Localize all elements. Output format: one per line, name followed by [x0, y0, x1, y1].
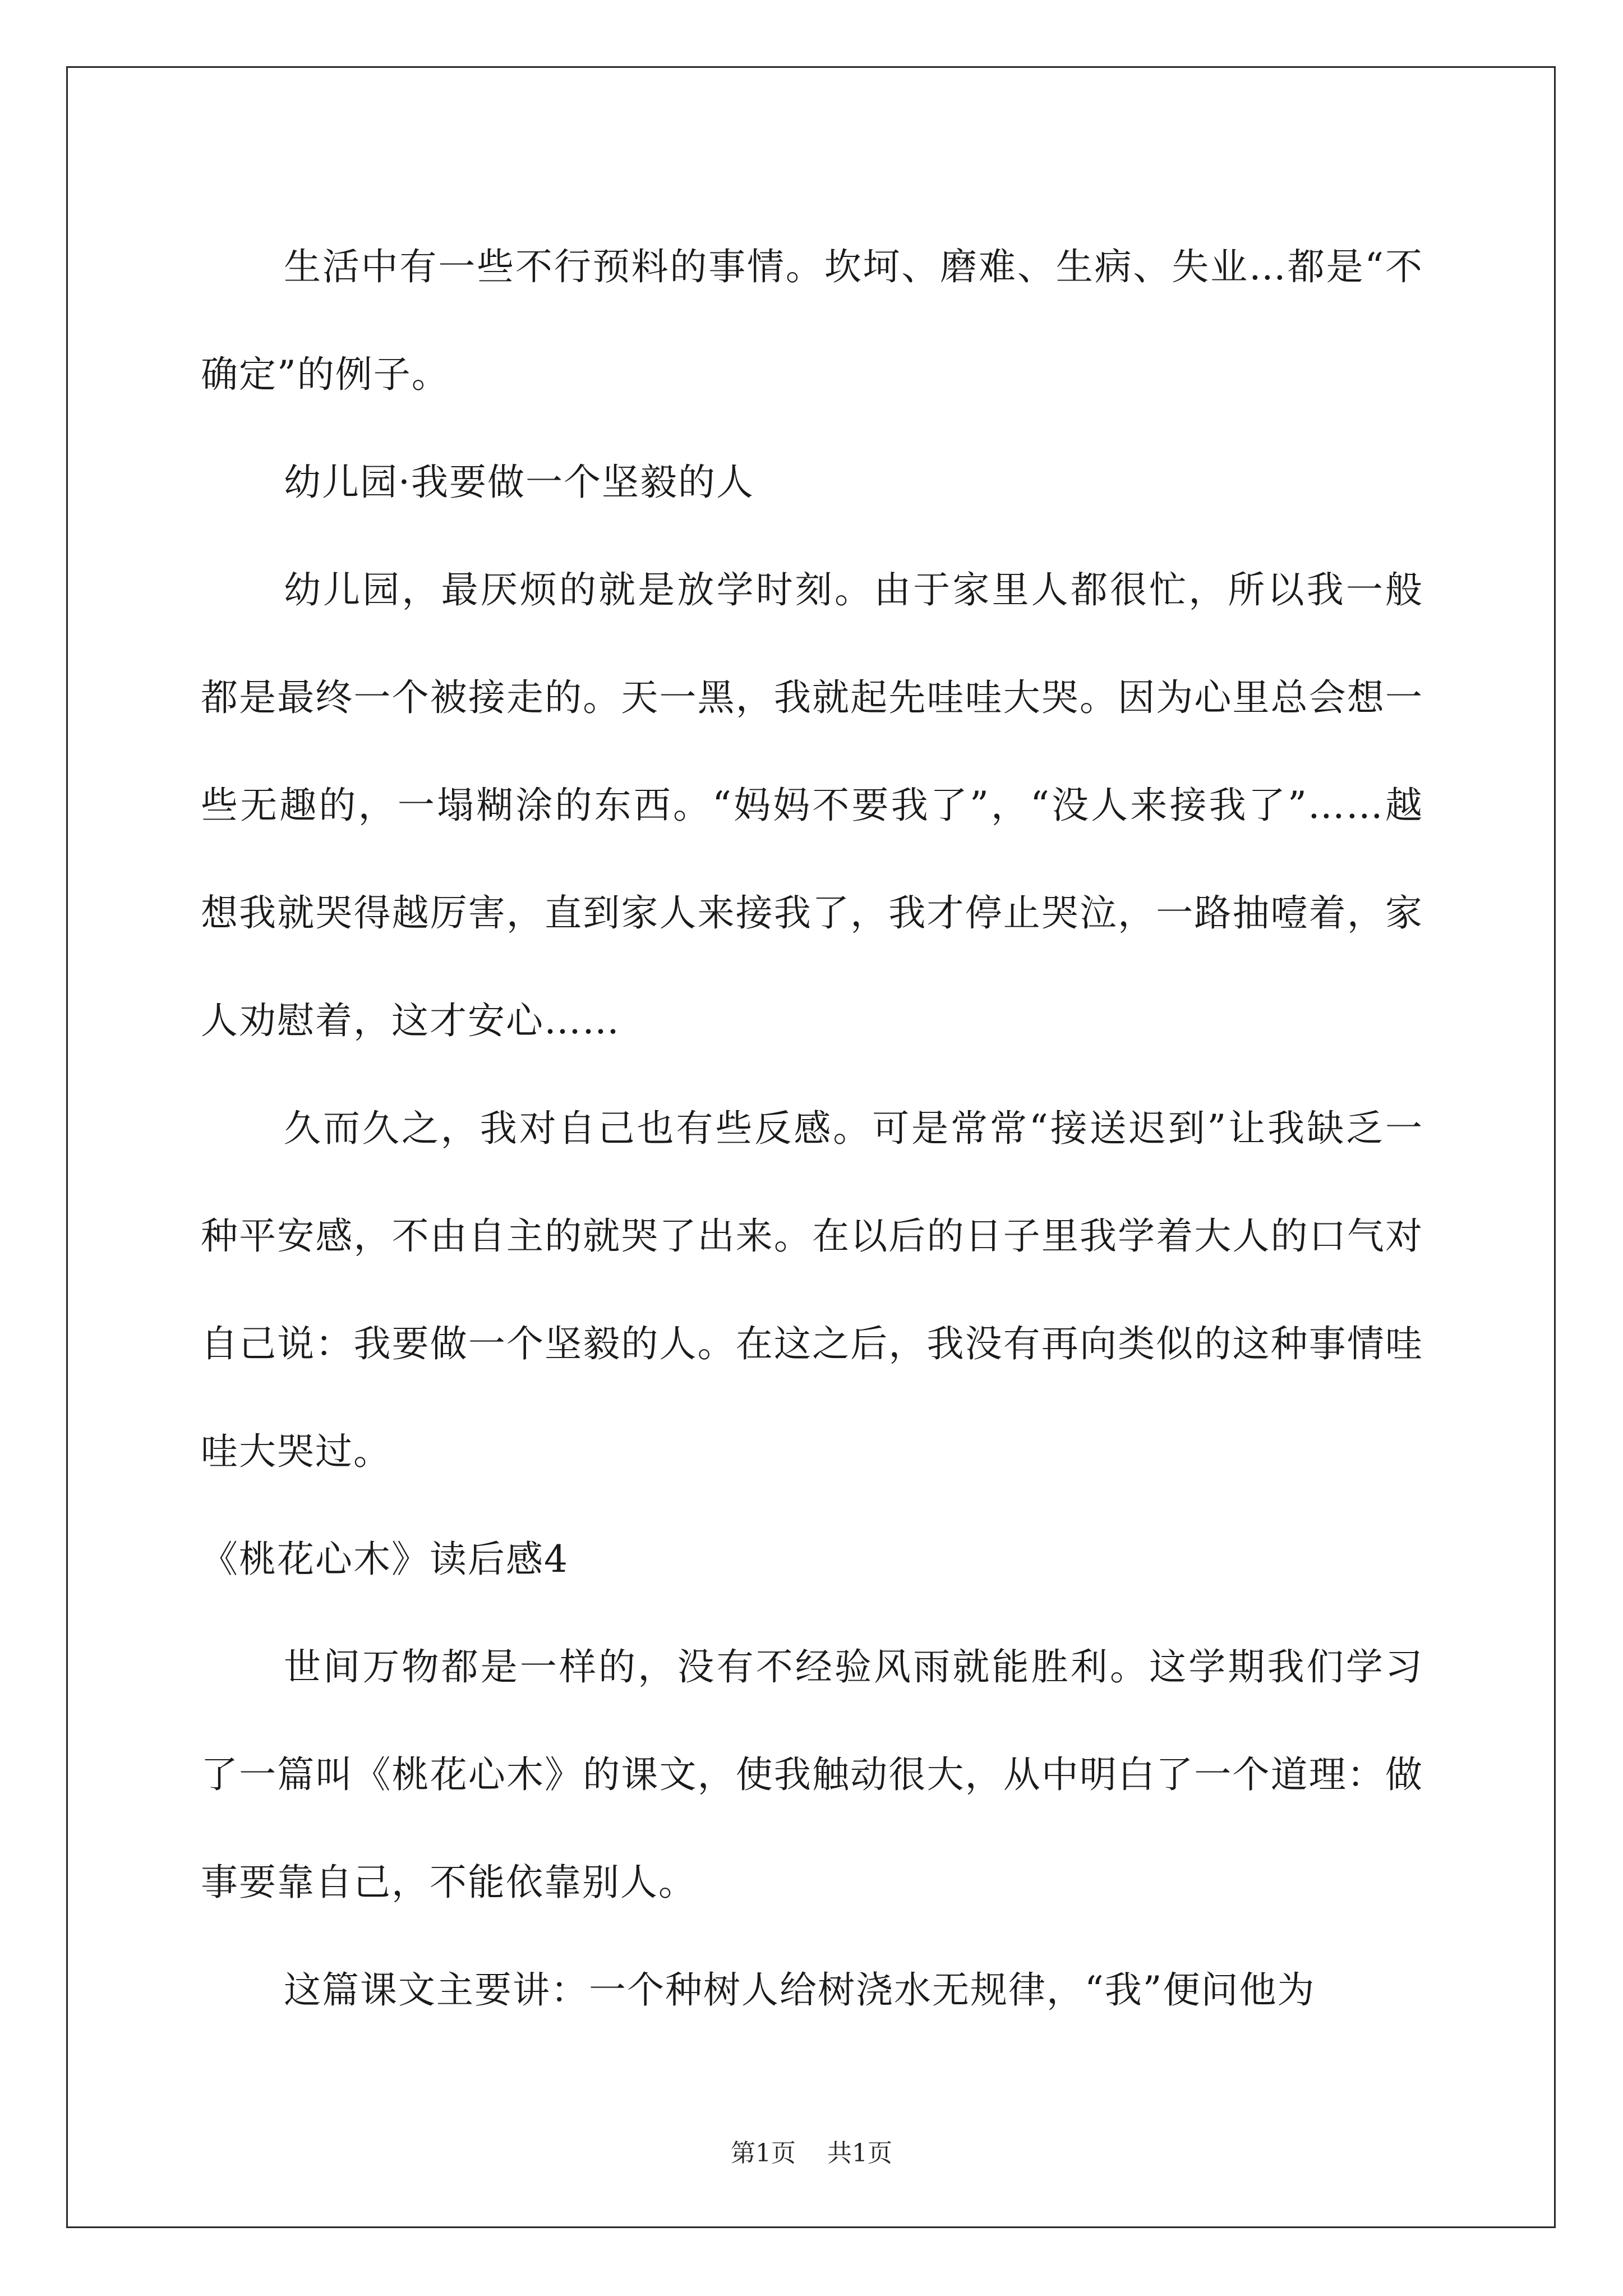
subheading: 幼儿园·我要做一个坚毅的人 — [284, 461, 754, 504]
paragraph-2: 幼儿园，最厌烦的就是放学时刻。由于家里人都很忙，所以我一般都是最终一个被接走的。天一黑，我就起先哇哇大哭。因为心里总会想一些无趣的，一塌糊涂的东西。“妈妈不要我了”，“没人来接我了”……越想我就哭得越厉害，直到家人来接我了，我才停止哭泣，一路抽噎着，家人劝慰着，这才安心…… — [201, 568, 1423, 1042]
paragraph-4: 世间万物都是一样的，没有不经验风雨就能胜利。这学期我们学习了一篇叫《桃花心木》的课文，使我触动很大，从中明白了一个道理：做事要靠自己，不能依靠别人。 — [201, 1645, 1423, 1904]
page-footer — [0, 2133, 1623, 2169]
paragraph-5: 这篇课文主要讲：一个种树人给树浇水无规律，“我”便问他为 — [284, 1968, 1316, 2012]
page-total: 共1页 — [827, 2139, 892, 2168]
section-title: 《桃花心木》读后感4 — [201, 1538, 569, 1581]
paragraph-1: 生活中有一些不行预料的事情。坎坷、磨难、生病、失业…都是“不确定”的例子。 — [201, 245, 1423, 396]
page-number: 第1页 — [731, 2139, 796, 2168]
paragraph-3: 久而久之，我对自己也有些反感。可是常常“接送迟到”让我缺乏一种平安感，不由自主的就哭了出来。在以后的日子里我学着大人的口气对自己说：我要做一个坚毅的人。在这之后，我没有再向类似的这种事情哇哇大哭过。 — [201, 1107, 1423, 1473]
document-body — [201, 213, 1423, 2044]
